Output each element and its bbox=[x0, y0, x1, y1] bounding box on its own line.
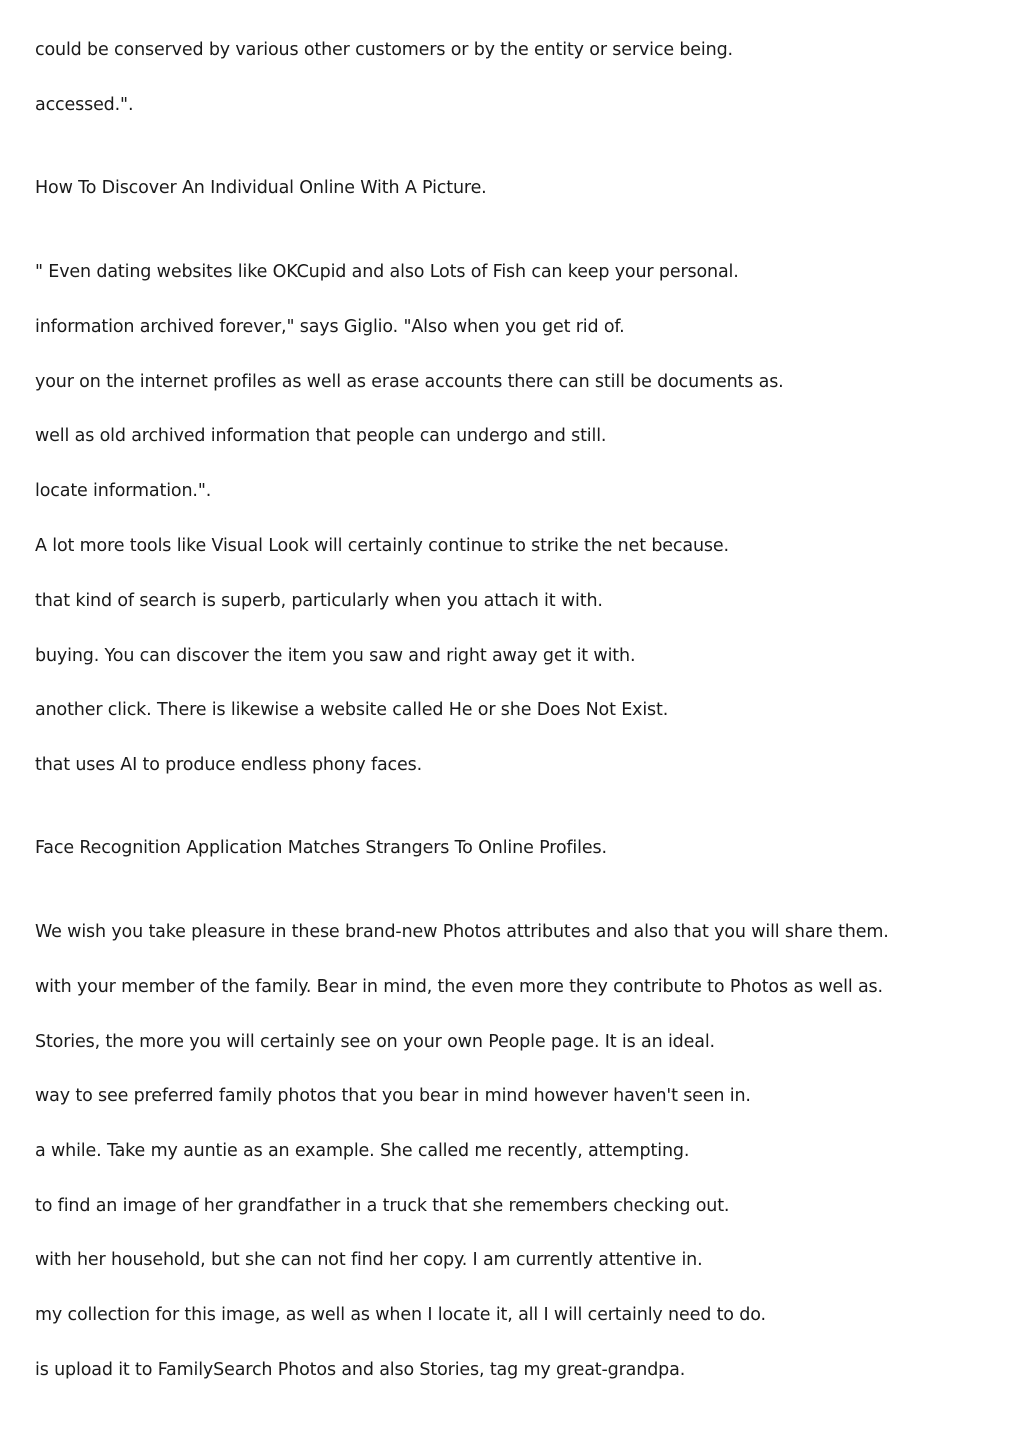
text-line: Stories, the more you will certainly see on your own People page. It is an ideal. bbox=[35, 1032, 715, 1052]
text-line: A lot more tools like Visual Look will certainly continue to strike the net because. bbox=[35, 536, 729, 556]
text-line: a while. Take my auntie as an example. She called me recently, attempting. bbox=[35, 1141, 690, 1161]
text-line: with your member of the family. Bear in mind, the even more they contribute to Photos as well as. bbox=[35, 977, 883, 997]
text-line: is upload it to FamilySearch Photos and also Stories, tag my great-grandpa. bbox=[35, 1360, 686, 1380]
section-heading: How To Discover An Individual Online With A Picture. bbox=[35, 178, 487, 198]
text-line: could be conserved by various other customers or by the entity or service being. bbox=[35, 40, 733, 60]
text-line: your on the internet profiles as well as erase accounts there can still be documents as. bbox=[35, 372, 784, 392]
text-line: We wish you take pleasure in these brand-new Photos attributes and also that you will share them. bbox=[35, 922, 889, 942]
text-line: way to see preferred family photos that you bear in mind however haven't seen in. bbox=[35, 1086, 751, 1106]
text-line: locate information.". bbox=[35, 481, 212, 501]
text-line: " Even dating websites like OKCupid and also Lots of Fish can keep your personal. bbox=[35, 262, 739, 282]
text-line: accessed.". bbox=[35, 95, 134, 115]
text-line: information archived forever," says Giglio. "Also when you get rid of. bbox=[35, 317, 625, 337]
text-line: another click. There is likewise a website called He or she Does Not Exist. bbox=[35, 700, 669, 720]
section-heading: Face Recognition Application Matches Strangers To Online Profiles. bbox=[35, 838, 607, 858]
text-line: buying. You can discover the item you saw and right away get it with. bbox=[35, 646, 636, 666]
text-line: my collection for this image, as well as when I locate it, all I will certainly need to do. bbox=[35, 1305, 766, 1325]
text-line: that uses AI to produce endless phony faces. bbox=[35, 755, 423, 775]
text-line: that kind of search is superb, particularly when you attach it with. bbox=[35, 591, 603, 611]
text-line: well as old archived information that people can undergo and still. bbox=[35, 426, 607, 446]
text-line: with her household, but she can not find her copy. I am currently attentive in. bbox=[35, 1250, 703, 1270]
text-line: to find an image of her grandfather in a truck that she remembers checking out. bbox=[35, 1196, 730, 1216]
